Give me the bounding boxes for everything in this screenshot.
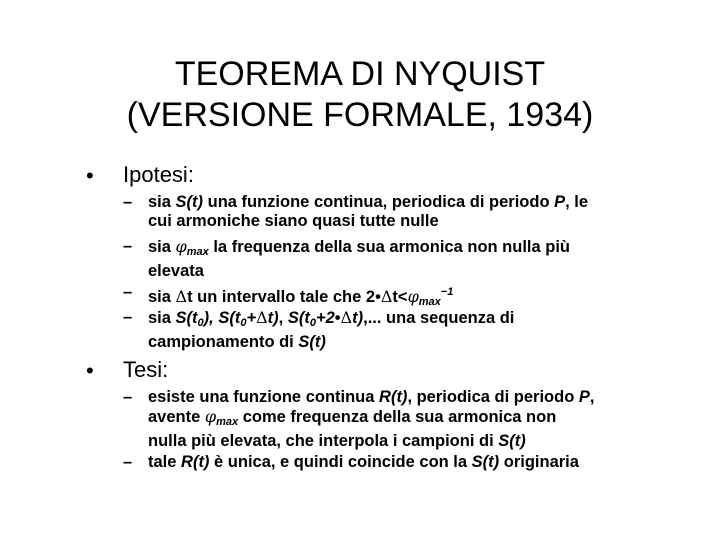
slide-title <box>0 54 720 136</box>
list-item-text: esiste una funzione continua R(t), periodica di periodo P, avente $\varphi_{max}$ come frequenza della sua armonica non nulla più elevata, che interpola i campioni di S(t) <box>148 388 595 450</box>
dash-marker: – <box>123 237 133 255</box>
title-line-2: (VERSIONE FORMALE, 1934) <box>126 96 594 134</box>
bullet-marker: • <box>86 358 94 383</box>
list-item-text: sia Δt un intervallo tale che $2•\Delta t<\varphi_{max}^{-1}$ <box>148 286 454 308</box>
bullet-marker: • <box>86 163 94 188</box>
list-item-text: sia $\varphi_{max}$ la frequenza della sua armonica non nulla più elevata <box>148 237 571 280</box>
list-item-text: sia S(t) una funzione continua, periodica di periodo P, le cui armoniche siano quasi tutte nulle <box>148 193 589 230</box>
dash-marker: – <box>123 388 133 406</box>
section-heading-ipotesi: Ipotesi: <box>123 162 194 187</box>
dash-marker: – <box>123 308 133 326</box>
title-line-1: TEOREMA DI NYQUIST <box>174 55 546 93</box>
section-heading-tesi: Tesi: <box>123 357 169 382</box>
dash-marker: – <box>123 283 133 301</box>
dash-marker: – <box>123 193 133 211</box>
list-item-text: tale R(t) è unica, e quindi coincide con la S(t) originaria <box>148 453 579 471</box>
dash-marker: – <box>123 453 133 471</box>
list-item-text: sia $S(t_0)$, $S(t_0+\Delta t)$, $S(t_0+2•\Delta t)$,... una sequenza di campionamento di S(t) <box>148 308 515 351</box>
